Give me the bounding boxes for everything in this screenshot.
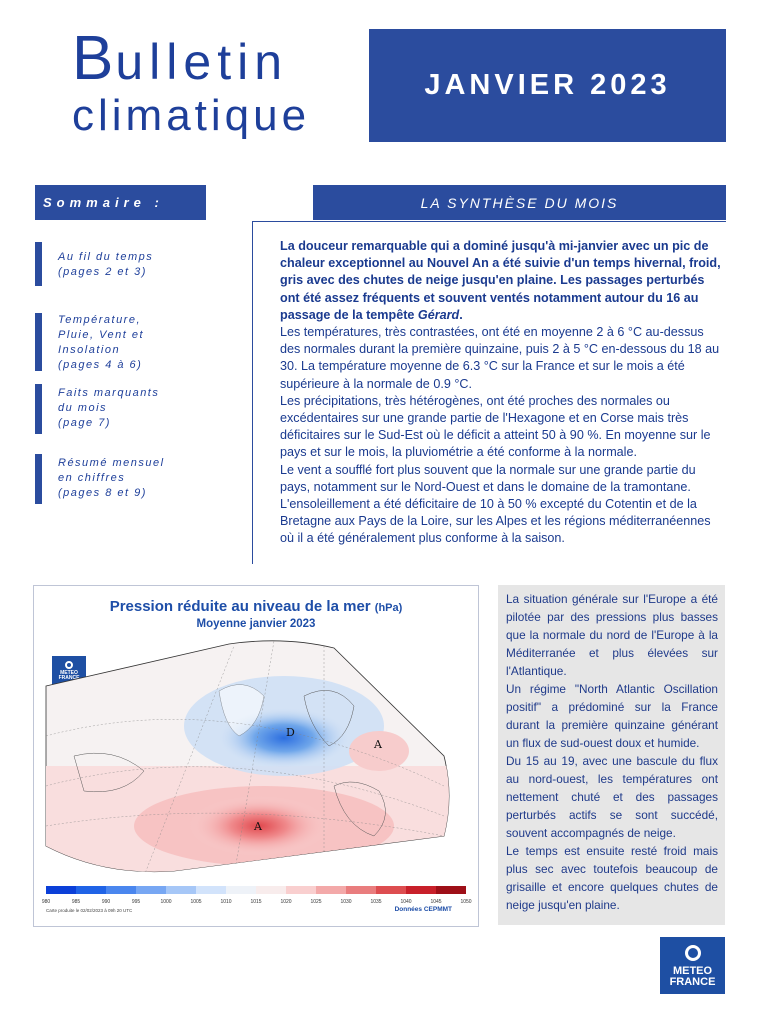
synthese-frame-left <box>252 222 253 564</box>
colorbar-segment <box>46 886 76 894</box>
colorbar-tick-label: 1035 <box>370 899 382 905</box>
synthese-frame-top <box>252 221 726 222</box>
synthese-ensoleillement: L'ensoleillement a été déficitaire de 10 à 50 % excepté du Cotentin et de la Bretagne aux Pays de la Loire, sur les Alpes et les régions méditerranéennes où il a été généralement plus conforme à la saison. <box>280 497 711 546</box>
title-rest: ulletin <box>115 34 288 90</box>
colorbar-segment <box>286 886 316 894</box>
colorbar-segment <box>316 886 346 894</box>
colorbar-tick-label: 1015 <box>250 899 262 905</box>
colorbar-tick-label: 980 <box>41 899 51 905</box>
pressure-map-figure <box>33 585 479 927</box>
meteo-france-logo-small: METEO FRANCE <box>52 656 86 686</box>
colorbar-segment <box>106 886 136 894</box>
colorbar-segment <box>136 886 166 894</box>
toc-item-temperature[interactable]: Température, Pluie, Vent et Insolation (pages 4 à 6) <box>35 313 206 371</box>
colorbar-tick-label: 1050 <box>460 899 472 905</box>
colorbar-segment <box>226 886 256 894</box>
synthese-lead: La douceur remarquable qui a dominé jusqu'à mi-janvier avec un pic de chaleur exceptionnel au Nouvel An a été suivie d'un temps hivernal, froid, gris avec des chutes de neige jusqu'en plaine. Les passages perturbés ont été assez fréquents et souvent ventés notamment autour du 16 au passage de la tempête Gérard. <box>280 239 721 322</box>
bulletin-subtitle: climatique <box>72 91 311 140</box>
colorbar-tick-label: 1025 <box>310 899 322 905</box>
colorbar-segment <box>256 886 286 894</box>
colorbar-segment <box>376 886 406 894</box>
map-production-note: Carte produite le 02/02/2023 à 09h 20 UTC <box>46 908 133 913</box>
synthese-vent: Le vent a soufflé fort plus souvent que la normale sur une grande partie du pays, notamment sur le Nord-Ouest et dans le domaine de la tramontane. <box>280 462 696 494</box>
toc-item-au-fil-du-temps[interactable]: Au fil du temps (pages 2 et 3) <box>35 242 206 286</box>
sommaire-heading: Sommaire : <box>35 185 206 220</box>
map-subtitle: Moyenne janvier 2023 <box>196 618 316 630</box>
storm-name: Gérard <box>417 307 460 322</box>
high-pressure-label-east: A <box>374 738 382 751</box>
colorbar-tick-label: 985 <box>71 899 81 905</box>
colorbar-segment <box>436 886 466 894</box>
pressure-colorbar <box>41 886 472 908</box>
pressure-map <box>34 586 478 926</box>
colorbar-segment <box>166 886 196 894</box>
colorbar-tick-label: 1000 <box>160 899 172 905</box>
situation-generale-text: La situation générale sur l'Europe a été pilotée par des pressions plus basses que la normale du nord de l'Europe à la Méditerranée et plus élevées sur l'Atlantique. Un régime "North Atlantic Oscillation positif" a prédominé sur la France durant la première quinzaine générant un flux de sud-ouest doux et humide. Du 15 au 19, avec une bascule du flux au nord-ouest, les températures ont nettement chuté et des passages perturbés actifs se sont succédé, souvent accompagnés de neige. Le temps est ensuite resté froid mais plus sec avec toutefois beaucoup de grisaille et encore quelques chutes de neige jusqu'en plaine. <box>506 592 718 912</box>
colorbar-segment <box>346 886 376 894</box>
high-pressure-label: A <box>254 820 262 833</box>
bulletin-title <box>72 24 288 93</box>
map-unit: (hPa) <box>374 602 403 614</box>
synthese-precipitations: Les précipitations, très hétérogènes, ont été proches des normales ou excédentaires sur une grande partie de l'Hexagone et en Corse mais très déficitaires sur le Sud-Est où le déficit a atteint 50 à 90 %. En moyenne sur le pays et sur le mois, la pluviométrie a été conforme à la normale. <box>280 393 711 460</box>
colorbar-tick-label: 990 <box>101 899 111 905</box>
colorbar-tick-label: 1005 <box>190 899 202 905</box>
map-title: Pression réduite au niveau de la mer (hPa) <box>109 598 403 615</box>
synthese-body <box>280 238 726 548</box>
colorbar-tick-label: 1040 <box>400 899 412 905</box>
colorbar-segment <box>76 886 106 894</box>
map-data-source: Données CEPMMT <box>394 906 452 913</box>
synthese-temperatures: Les températures, très contrastées, ont été en moyenne 2 à 6 °C au-dessus des normales durant la première quinzaine, puis 2 à 5 °C en-dessous du 18 au 30. La température moyenne de 6.3 °C sur la France et sur le mois a été supérieure à la normale de 0.9 °C. <box>280 325 720 391</box>
meteo-france-logo: METEO FRANCE <box>660 937 725 994</box>
low-pressure-label: D <box>286 726 295 739</box>
toc-item-faits-marquants[interactable]: Faits marquants du mois (page 7) <box>35 384 206 434</box>
colorbar-tick-label: 1010 <box>220 899 232 905</box>
month-banner: JANVIER 2023 <box>369 29 726 142</box>
colorbar-tick-label: 1045 <box>430 899 442 905</box>
meteo-france-symbol-icon <box>685 945 701 961</box>
colorbar-segment <box>196 886 226 894</box>
title-initial: B <box>72 24 116 93</box>
toc-item-resume-mensuel[interactable]: Résumé mensuel en chiffres (pages 8 et 9) <box>35 454 206 504</box>
colorbar-tick-label: 1020 <box>280 899 292 905</box>
colorbar-segment <box>406 886 436 894</box>
synthese-heading: LA SYNTHÈSE DU MOIS <box>313 185 726 220</box>
colorbar-tick-label: 1030 <box>340 899 352 905</box>
colorbar-tick-label: 995 <box>131 899 141 905</box>
